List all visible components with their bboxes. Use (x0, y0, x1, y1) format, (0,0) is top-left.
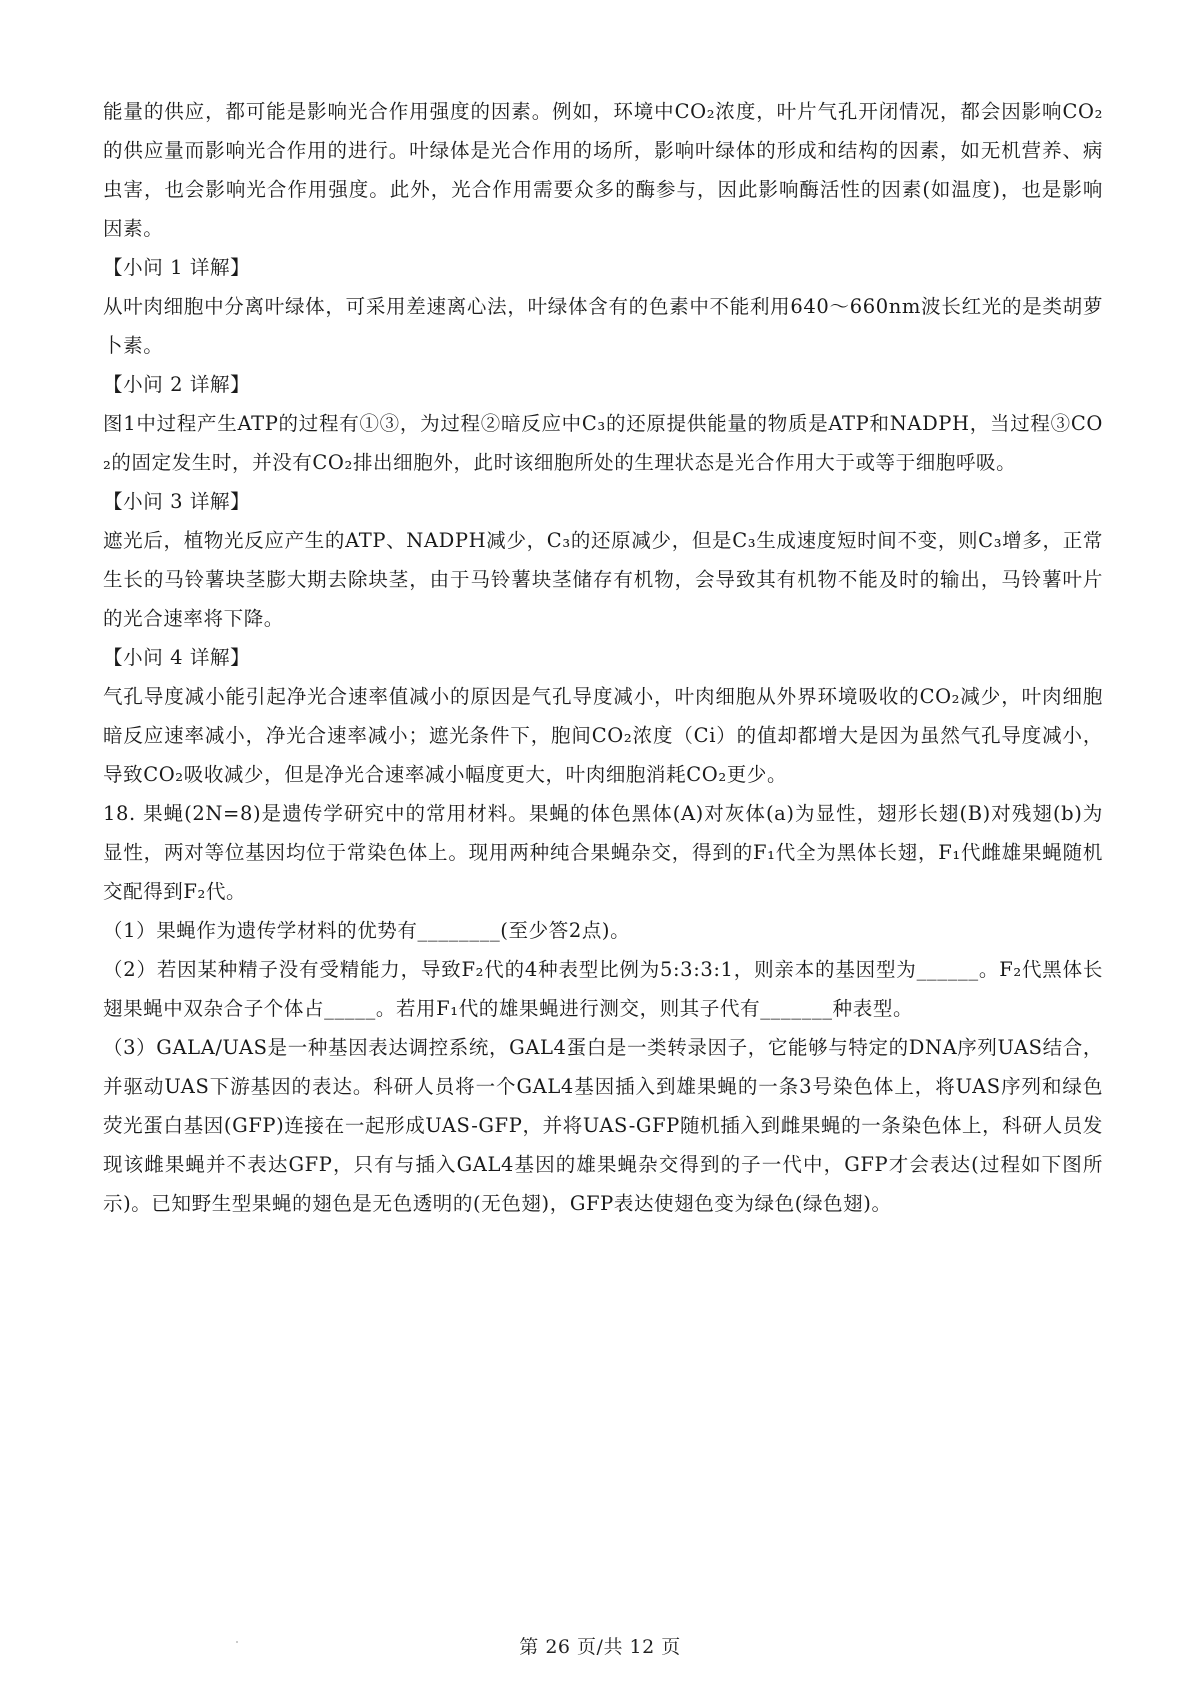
intro-paragraph: 能量的供应，都可能是影响光合作用强度的因素。例如，环境中CO₂浓度，叶片气孔开闭情况，都会因影响CO₂的供应量而影响光合作用的进行。叶绿体是光合作用的场所，影响叶绿体的形成和结构的因素，如无机营养、病虫害，也会影响光合作用强度。此外，光合作用需要众多的酶参与，因此影响酶活性的因素(如温度)，也是影响因素。 (103, 100, 1103, 240)
question-18-stem: 18. 果蝇(2N=8)是遗传学研究中的常用材料。果蝇的体色黑体(A)对灰体(a)为显性，翅形长翅(B)对残翅(b)为显性，两对等位基因均位于常染色体上。现用两种纯合果蝇杂交，得到的F₁代全为黑体长翅，F₁代雌雄果蝇随机交配得到F₂代。 (103, 802, 1103, 903)
page-body (103, 92, 1103, 1223)
question-18-part-3: （3）GALA/UAS是一种基因表达调控系统，GAL4蛋白是一类转录因子，它能够与特定的DNA序列UAS结合，并驱动UAS下游基因的表达。科研人员将一个GAL4基因插入到雄果蝇的一条3号染色体上，将UAS序列和绿色荧光蛋白基因(GFP)连接在一起形成UAS-GFP，并将UAS-GFP随机插入到雌果蝇的一条染色体上，科研人员发现该雌果蝇并不表达GFP，只有与插入GAL4基因的雄果蝇杂交得到的子一代中，GFP才会表达(过程如下图所示)。已知野生型果蝇的翅色是无色透明的(无色翅)，GFP表达使翅色变为绿色(绿色翅)。 (103, 1036, 1103, 1215)
subquestion-3-heading: 【小问 3 详解】 (103, 490, 251, 513)
question-18-part-1: （1）果蝇作为遗传学材料的优势有________(至少答2点)。 (103, 919, 631, 942)
subquestion-4-heading: 【小问 4 详解】 (103, 646, 251, 669)
subquestion-3-answer: 遮光后，植物光反应产生的ATP、NADPH减少，C₃的还原减少，但是C₃生成速度短时间不变，则C₃增多，正常生长的马铃薯块茎膨大期去除块茎，由于马铃薯块茎储存有机物，会导致其有机物不能及时的输出，马铃薯叶片的光合速率将下降。 (103, 529, 1103, 630)
subquestion-2-heading: 【小问 2 详解】 (103, 373, 251, 396)
page-number-footer: 第 26 页/共 12 页 (519, 1636, 681, 1658)
subquestion-4-answer: 气孔导度减小能引起净光合速率值减小的原因是气孔导度减小，叶肉细胞从外界环境吸收的CO₂减少，叶肉细胞暗反应速率减小，净光合速率减小；遮光条件下，胞间CO₂浓度（Ci）的值却都增大是因为虽然气孔导度减小，导致CO₂吸收减少，但是净光合速率减小幅度更大，叶肉细胞消耗CO₂更少。 (103, 685, 1103, 786)
question-18-part-2: （2）若因某种精子没有受精能力，导致F₂代的4种表型比例为5:3:3:1，则亲本的基因型为______。F₂代黑体长翅果蝇中双杂合子个体占_____。若用F₁代的雄果蝇进行测交，则其子代有_______种表型。 (103, 958, 1103, 1020)
subquestion-1-heading: 【小问 1 详解】 (103, 256, 251, 279)
subquestion-1-answer: 从叶肉细胞中分离叶绿体，可采用差速离心法，叶绿体含有的色素中不能利用640～660nm波长红光的是类胡萝卜素。 (103, 295, 1103, 357)
subquestion-2-answer: 图1中过程产生ATP的过程有①③，为过程②暗反应中C₃的还原提供能量的物质是ATP和NADPH，当过程③CO₂的固定发生时，并没有CO₂排出细胞外，此时该细胞所处的生理状态是光合作用大于或等于细胞呼吸。 (103, 412, 1103, 474)
